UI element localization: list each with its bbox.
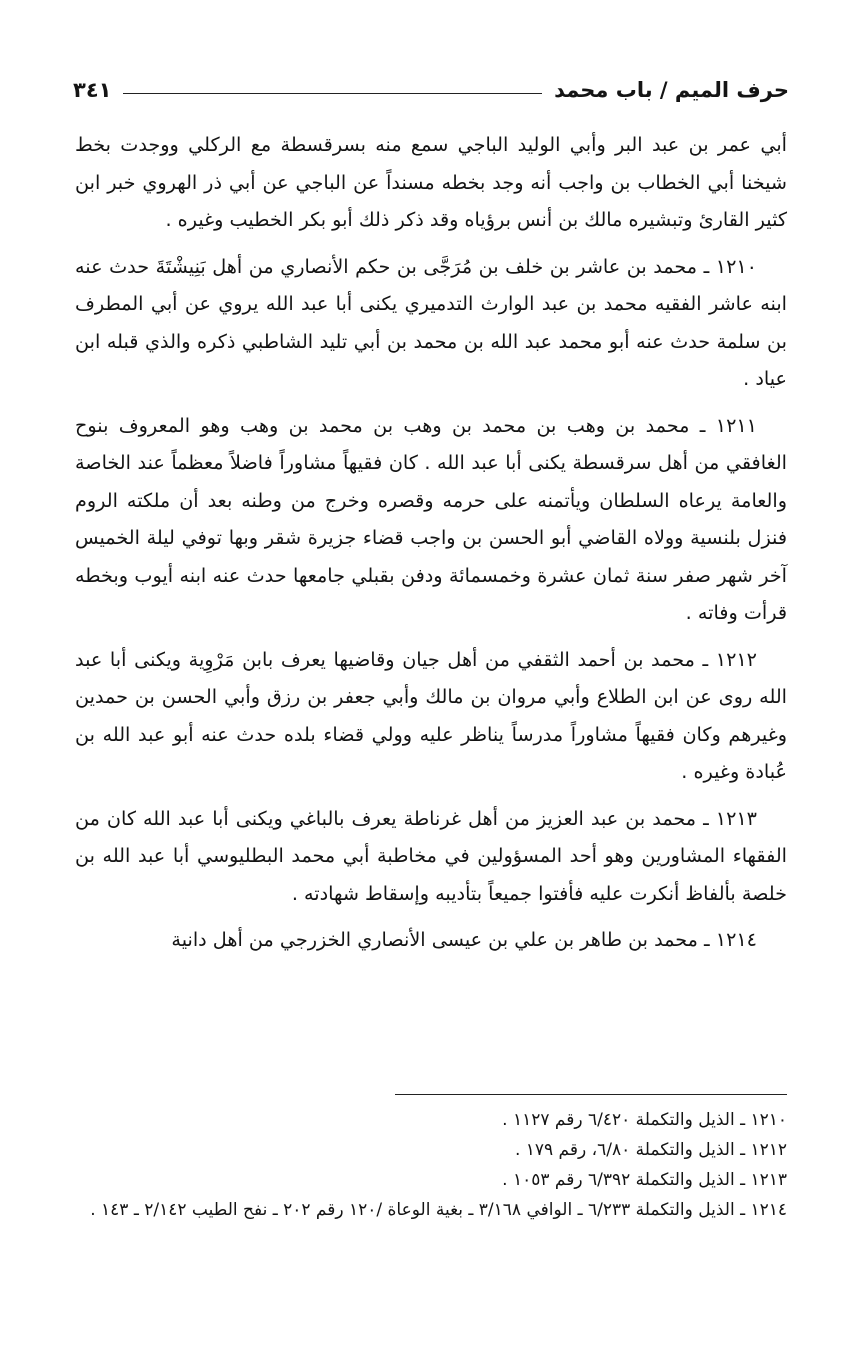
header-rule <box>123 93 542 94</box>
entry-1212: ١٢١٢ ـ محمد بن أحمد الثقفي من أهل جيان وقاضيها يعرف بابن مَرْوِية ويكنى أبا عبد الله روى عن ابن الطلاع وأبي مروان بن مالك وأبي جعفر بن رزق وأبي الحسن بن حمدين وغيرهم وكان فقيهاً مشاوراً مدرساً يناظر عليه وولي قضاء بلده حدث عنه أبو عبد الله بن عُبادة وغيره . <box>75 647 787 783</box>
main-text <box>75 126 787 959</box>
continuation-paragraph: أبي عمر بن عبد البر وأبي الوليد الباجي سمع منه بسرقسطة مع الركلي ووجدت بخط شيخنا أبي الخطاب بن واجب أنه وجد بخطه مسنداً عن الباجي عن أبي ذر الهروي خبر ابن كثير القارئ وتبشيره مالك بن أنس برؤياه وقد ذكر ذلك أبو بكر الخطيب وغيره . <box>75 133 787 231</box>
footnote-1212: ١٢١٢ ـ الذيل والتكملة ٦/٨٠، رقم ١٧٩ . <box>514 1140 787 1160</box>
footnote-1214: ١٢١٤ ـ الذيل والتكملة ٦/٢٣٣ ـ الوافي ٣/١٦٨ ـ بغية الوعاة /١٢٠ رقم ٢٠٢ ـ نفح الطيب ٢/١٤٢ ـ ١٤٣ . <box>90 1200 787 1220</box>
entry-1214: ١٢١٤ ـ محمد بن طاهر بن علي بن عيسى الأنصاري الخزرجي من أهل دانية <box>171 928 757 951</box>
entry-1211: ١٢١١ ـ محمد بن وهب بن محمد بن وهب بن محمد بن وهب وهو المعروف بنوح الغافقي من أهل سرقسطة يكنى أبا عبد الله . كان فقيهاً مشاوراً فاضلاً معظماً عند الخاصة والعامة يرعاه السلطان ويأتمنه على حرمه وقصره وخرج من وطنه بعد أن ملكته الروم فنزل بلنسية وولاه القاضي أبو الحسن بن واجب قضاء جزيرة شقر وبها توفي ليلة الخميس آخر شهر صفر سنة ثمان عشرة وخمسمائة ودفن بقبلي جامعها حدث عنه ابنه أيوب وبخطه قرأت وفاته . <box>75 413 787 624</box>
footnote-1210: ١٢١٠ ـ الذيل والتكملة ٦/٤٢٠ رقم ١١٢٧ . <box>502 1110 787 1130</box>
running-header <box>73 68 789 112</box>
entry-1213: ١٢١٣ ـ محمد بن عبد العزيز من أهل غرناطة يعرف بالباغي ويكنى أبا عبد الله كان من الفقهاء المشاورين وهو أحد المسؤولين في مخاطبة أبي محمد البطليوسي أبا عبد الله بن خلصة بألفاظ أنكرت عليه فأفتوا جميعاً بتأديبه وإسقاط شهادته . <box>75 806 787 905</box>
footnotes <box>75 1094 787 1225</box>
page-number: ٣٤١ <box>73 78 112 102</box>
footnote-rule <box>395 1094 787 1095</box>
header-title: حرف الميم / باب محمد <box>554 78 789 102</box>
footnote-1213: ١٢١٣ ـ الذيل والتكملة ٦/٣٩٢ رقم ١٠٥٣ . <box>502 1170 787 1190</box>
entry-1210: ١٢١٠ ـ محمد بن عاشر بن خلف بن مُرَجَّى بن حكم الأنصاري من أهل بَنِيشْتَةَ حدث عنه ابنه عاشر الفقيه محمد بن عبد الوارث التدميري يكنى أبا عبد الله يروي عن أبي المطرف بن سلمة حدث عنه أبو محمد عبد الله بن محمد بن أبي تليد الشاطبي ذكره والذي قبله ابن عياد . <box>75 254 787 390</box>
